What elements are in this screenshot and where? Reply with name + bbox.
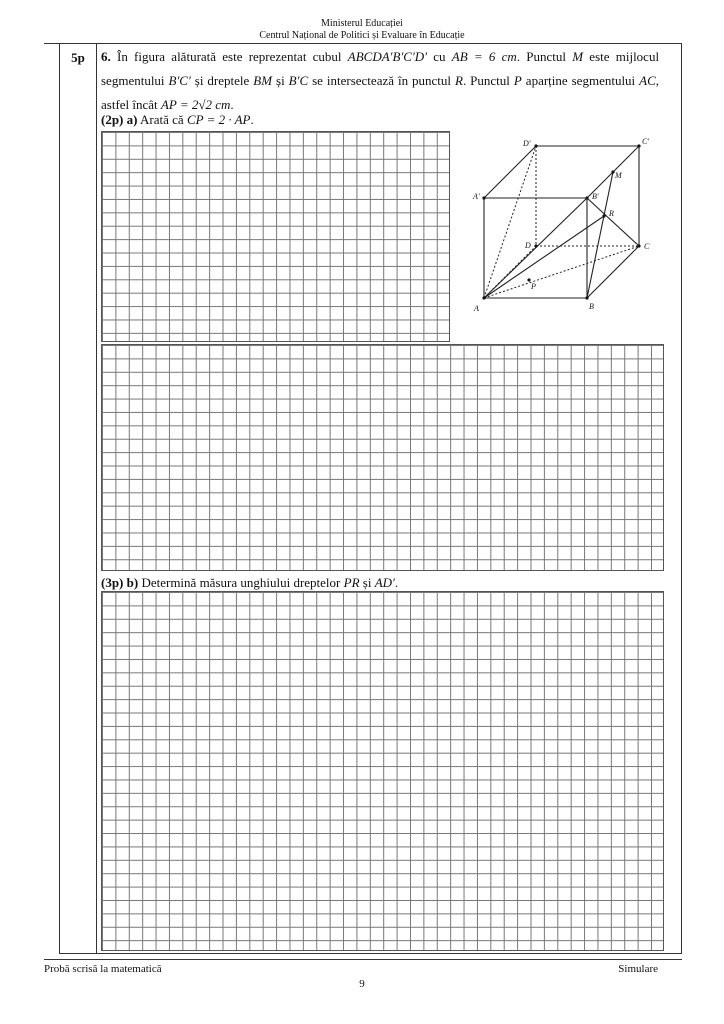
part-a-statement [101, 112, 254, 128]
problem-text: și dreptele [194, 73, 250, 88]
line-b-prime-c: B′C [288, 73, 309, 88]
point-m: M [572, 49, 584, 64]
cube-figure [452, 132, 664, 342]
footer-line [44, 959, 682, 960]
hidden-diagonal-ac [484, 246, 639, 298]
problem-text: se intersectează în punctul [312, 73, 452, 88]
problem-text: aparține segmentului [525, 73, 636, 88]
page-number: 9 [359, 978, 365, 990]
part-b-text: Determină măsura unghiului dreptelor [141, 575, 341, 590]
answer-grid-b[interactable] [101, 591, 664, 951]
label-d: D [525, 241, 531, 250]
label-c-prime: C′ [642, 137, 650, 146]
problem-points: 5p [71, 50, 85, 65]
problem-text: și [276, 73, 285, 88]
label-a-prime: A′ [473, 192, 480, 201]
part-a-end: . [250, 112, 254, 127]
segment-b-prime-c-prime: B′C′ [168, 73, 191, 88]
part-b-end: . [394, 575, 399, 590]
problem-statement [101, 45, 659, 117]
problem-text: În figura alăturată este reprezentat cubul [116, 49, 342, 64]
footer-exam-name: Probă scrisă la matematică [44, 963, 162, 975]
problem-number: 6. [101, 49, 111, 64]
part-b-points: (3p) [101, 575, 124, 590]
segment-pr [484, 216, 604, 298]
points-column [59, 43, 97, 954]
hidden-segment-ad-prime [484, 146, 536, 298]
frame-bottom-line [59, 953, 682, 954]
point-p: P [513, 73, 522, 88]
label-c: C [644, 242, 650, 251]
problem-text: . Punctul [462, 73, 510, 88]
part-a-text: Arată că [140, 112, 184, 127]
ministry-name: Ministerul Educației [321, 18, 403, 29]
cube-name: ABCDA′B′C′D′ [347, 49, 428, 64]
label-d-prime: D′ [523, 139, 531, 148]
label-p: P [531, 282, 536, 291]
part-b-and: și [362, 575, 372, 590]
label-b-prime: B′ [592, 192, 599, 201]
label-a: A [474, 304, 479, 313]
ap-length: AP = 2√2 cm [160, 97, 231, 112]
point-r: R [455, 73, 463, 88]
answer-grid-a-top[interactable] [101, 131, 450, 342]
edge-a-prime-d-prime [484, 146, 536, 198]
ab-length: AB = 6 cm [451, 49, 517, 64]
line-pr: PR [343, 575, 360, 590]
footer-session: Simulare [618, 963, 658, 975]
line-ad-prime: AD′ [374, 575, 395, 590]
segment-bm [587, 172, 613, 298]
problem-text: , astfel încât [101, 73, 660, 112]
label-r: R [609, 209, 614, 218]
problem-text: . Punctul [516, 49, 566, 64]
part-b-statement [101, 575, 398, 591]
label-m: M [615, 171, 622, 180]
part-b-label: b) [126, 575, 139, 590]
problem-text: cu [433, 49, 446, 64]
document-header [0, 18, 724, 42]
frame-right-line [681, 43, 682, 954]
edge-bc [587, 246, 639, 298]
part-a-points: (2p) [101, 112, 124, 127]
problem-text: este mijlocul segmentului [101, 49, 660, 88]
answer-grid-a[interactable] [101, 344, 664, 571]
label-b: B [589, 302, 594, 311]
line-bm: BM [253, 73, 273, 88]
frame-top-line [44, 43, 682, 44]
problem-text: . [230, 97, 234, 112]
segment-ac: AC [639, 73, 656, 88]
center-name: Centrul Național de Politici și Evaluare în Educație [259, 30, 465, 41]
part-a-formula: CP = 2 · AP [186, 112, 251, 127]
part-a-label: a) [126, 112, 138, 127]
